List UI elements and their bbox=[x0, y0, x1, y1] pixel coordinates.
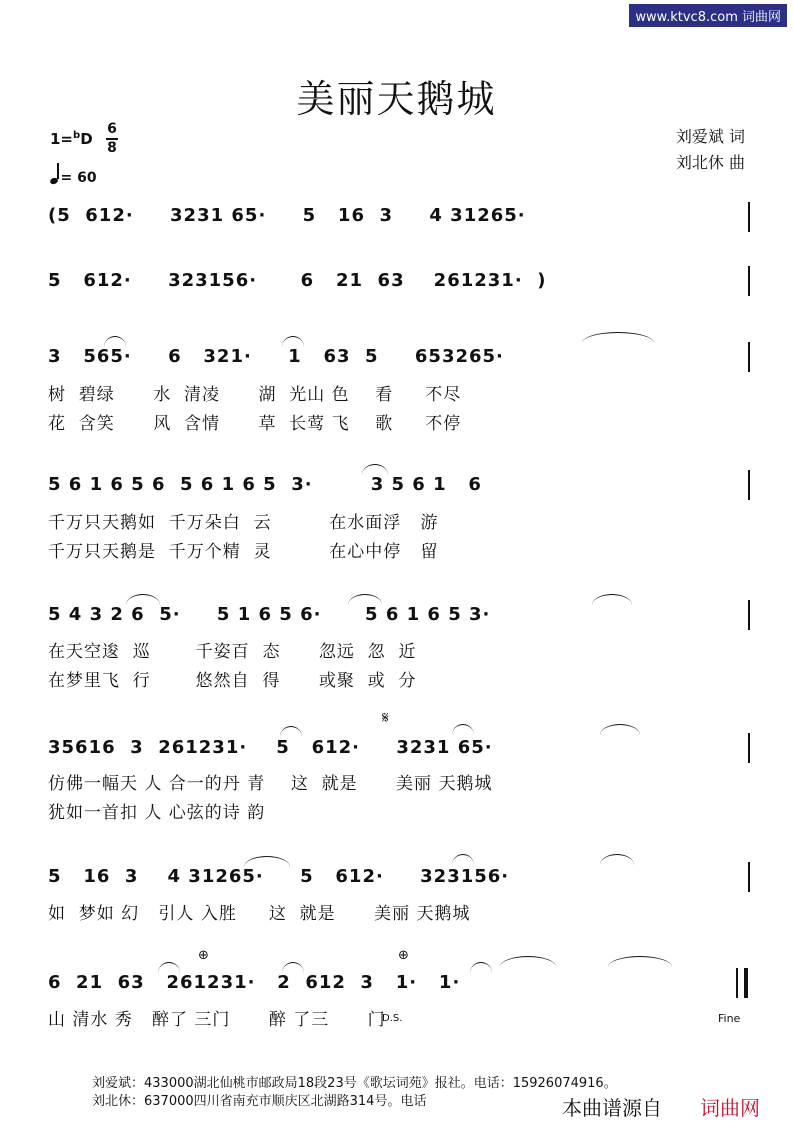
barline bbox=[748, 470, 750, 500]
final-barline-thick bbox=[744, 968, 748, 998]
slur bbox=[348, 594, 382, 605]
lyricist-credit: 刘爱斌 词 bbox=[675, 127, 745, 146]
fine-mark: Fine bbox=[718, 1012, 741, 1025]
flat-sign: b bbox=[73, 130, 81, 141]
slur bbox=[600, 854, 634, 865]
slur bbox=[452, 854, 474, 865]
score-row-7-notes: 5 16 3 4 31265· 5 612· 323156· bbox=[48, 866, 510, 887]
coda-icon: ⊕ bbox=[198, 948, 209, 963]
footer-contact-2: 刘北休：637000四川省南充市顺庆区北湖路314号。电话 bbox=[92, 1094, 427, 1109]
slur bbox=[104, 336, 126, 347]
score-row-3-notes: 3 565· 6 321· 1 63 5 653265· bbox=[48, 346, 504, 367]
footer-contact-1: 刘爱斌：433000湖北仙桃市邮政局18段23号《歌坛词苑》报社。电话：15926074916。 bbox=[92, 1076, 617, 1091]
key-signature bbox=[50, 130, 93, 148]
note-stem bbox=[57, 163, 59, 179]
final-barline-thin bbox=[736, 968, 738, 998]
score-row-1-notes: (5 612· 3231 65· 5 16 3 4 31265· bbox=[48, 205, 526, 226]
composer-credit: 刘北休 曲 bbox=[675, 153, 745, 172]
time-signature bbox=[106, 122, 118, 156]
tempo-value: = 60 bbox=[60, 170, 97, 186]
slur bbox=[608, 956, 672, 967]
score-row-5-notes: 5 4 3 2 6 5· 5 1 6 5 6· 5 6 1 6 5 3· bbox=[48, 604, 491, 625]
score-row-2-notes: 5 612· 323156· 6 21 63 261231· ) bbox=[48, 270, 547, 291]
barline bbox=[748, 862, 750, 892]
score-row-4-lyrics-2: 千万只天鹅是 千万个精 灵 在心中停 留 bbox=[48, 542, 439, 562]
score-row-6-lyrics-2: 犹如一首扣 人 心弦的诗 韵 bbox=[48, 803, 266, 823]
barline bbox=[748, 202, 750, 232]
score-row-4-notes: 5 6 1 6 5 6 5 6 1 6 5 3· 3 5 6 1 6 bbox=[48, 474, 482, 495]
segno-icon: 𝄋 bbox=[382, 708, 389, 727]
slur bbox=[282, 336, 304, 347]
score-row-5-lyrics-1: 在天空逡 巡 千姿百 态 忽远 忽 近 bbox=[48, 642, 417, 662]
slur bbox=[582, 332, 654, 343]
slur bbox=[600, 724, 640, 735]
site-banner[interactable]: www.ktvc8.com 词曲网 bbox=[629, 4, 787, 27]
key-prefix: 1= bbox=[50, 130, 74, 148]
score-row-8-notes: 6 21 63 261231· 2 612 3 1· 1· bbox=[48, 972, 461, 993]
coda-icon-2: ⊕ bbox=[398, 948, 409, 963]
tempo-mark bbox=[50, 166, 97, 186]
score-row-5-lyrics-2: 在梦里飞 行 悠然自 得 或聚 或 分 bbox=[48, 671, 417, 691]
score-row-3-lyrics-2: 花 含笑 风 含情 草 长莺 飞 歌 不停 bbox=[48, 414, 462, 434]
slur bbox=[362, 464, 388, 475]
key-tonic: D bbox=[80, 130, 93, 148]
ds-mark: D.S. bbox=[382, 1013, 403, 1024]
time-sig-bottom: 8 bbox=[107, 140, 117, 156]
score-row-6-lyrics-1: 仿佛一幅天 人 合一的丹 青 这 就是 美丽 天鹅城 bbox=[48, 774, 493, 794]
score-row-3-lyrics-1: 树 碧绿 水 清凌 湖 光山 色 看 不尽 bbox=[48, 385, 462, 405]
barline bbox=[748, 600, 750, 630]
score-row-8-lyrics-1: 山 清水 秀 醉了 三门 醉 了三 门 bbox=[48, 1010, 386, 1030]
source-site-link[interactable]: 词曲网 bbox=[700, 1096, 760, 1120]
slur bbox=[280, 726, 302, 737]
barline bbox=[748, 342, 750, 372]
slur bbox=[452, 724, 474, 735]
barline bbox=[748, 733, 750, 763]
score-row-4-lyrics-1: 千万只天鹅如 千万朵白 云 在水面浮 游 bbox=[48, 513, 439, 533]
slur bbox=[470, 962, 492, 973]
song-title: 美丽天鹅城 bbox=[296, 77, 497, 121]
barline bbox=[748, 266, 750, 296]
slur bbox=[282, 962, 304, 973]
slur bbox=[592, 594, 632, 605]
slur bbox=[158, 962, 180, 973]
slur bbox=[244, 856, 290, 867]
slur bbox=[126, 594, 160, 605]
source-label: 本曲谱源自 bbox=[562, 1096, 662, 1120]
slur bbox=[500, 956, 556, 967]
score-row-6-notes: 35616 3 261231· 5 612· 3231 65· bbox=[48, 737, 493, 758]
score-row-7-lyrics-1: 如 梦如 幻 引人 入胜 这 就是 美丽 天鹅城 bbox=[48, 904, 471, 924]
time-sig-top: 6 bbox=[107, 121, 117, 137]
